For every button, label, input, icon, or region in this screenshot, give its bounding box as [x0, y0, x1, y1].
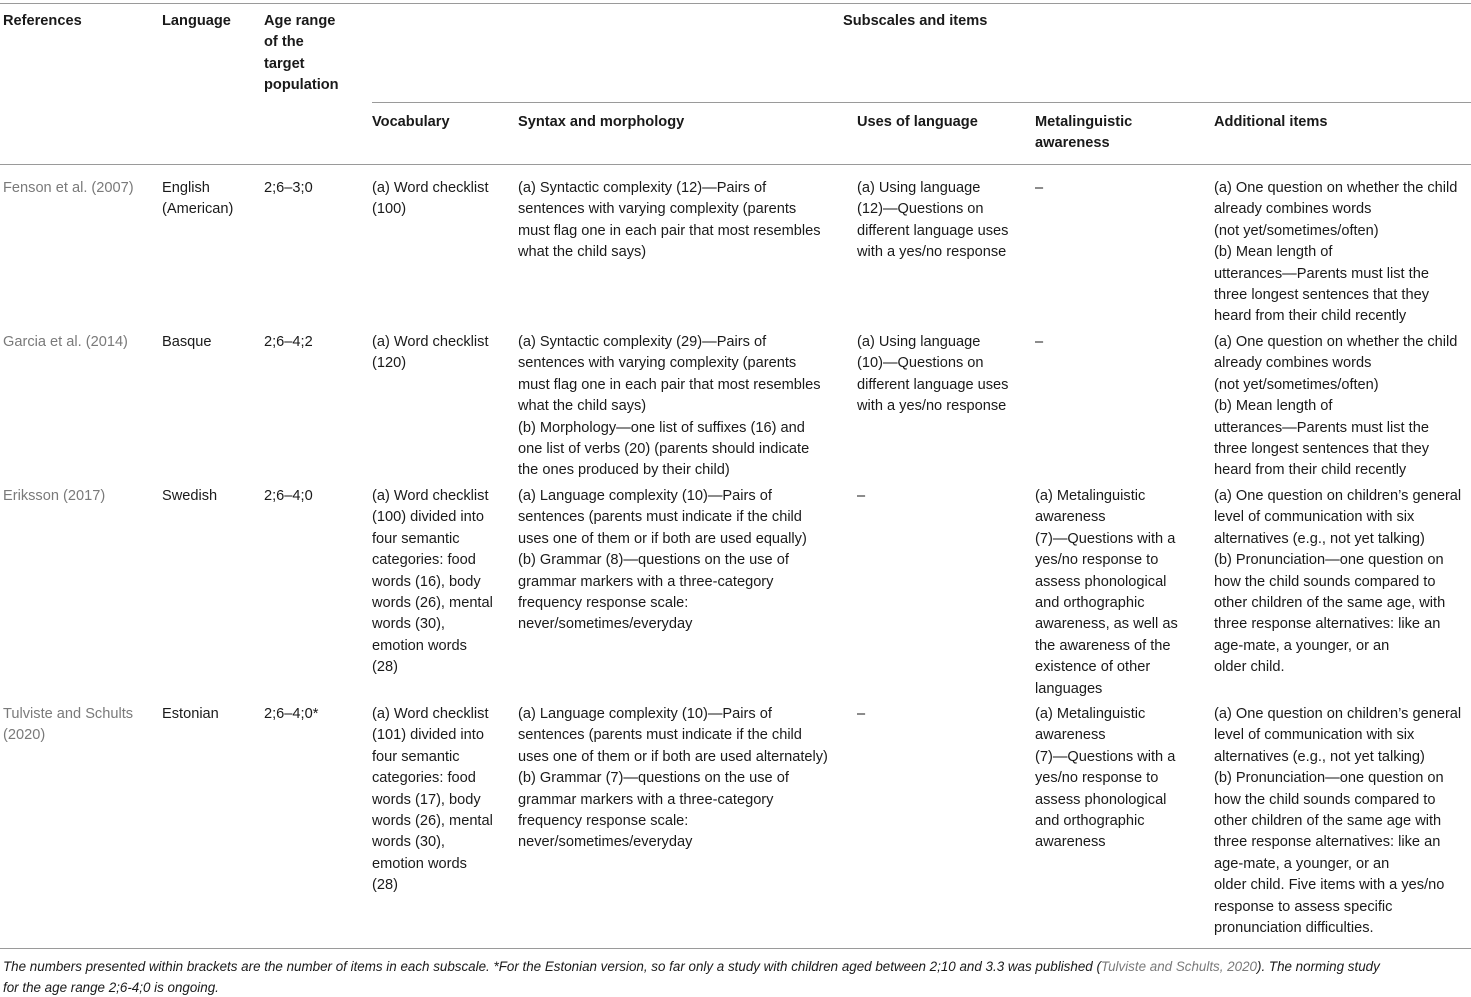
cell-line: – [1035, 334, 1044, 350]
header-references: References [3, 13, 82, 29]
cell-line: categories: food [372, 770, 476, 787]
cell-line: grammar markers with a three-category [518, 791, 774, 808]
cell-line: words (16), body [372, 573, 481, 590]
cell-line: words (17), body [372, 791, 481, 808]
vocabulary-cell [372, 332, 514, 375]
cell-line: alternatives (e.g., not yet talking) [1214, 530, 1425, 547]
cell-line[interactable]: Fenson et al. (2007) [3, 180, 134, 196]
cell-line: yes/no response to [1035, 770, 1159, 787]
header-age-line: target [264, 55, 305, 72]
cell-line: (a) Word checklist [372, 488, 489, 504]
metalinguistic-cell [1035, 486, 1210, 700]
cell-line: different language uses [857, 222, 1009, 239]
additional-items-cell [1214, 178, 1471, 328]
reference-cell[interactable] [3, 178, 158, 199]
header-uses: Uses of language [857, 114, 978, 130]
cell-line: – [857, 706, 866, 722]
cell-line: alternatives (e.g., not yet talking) [1214, 748, 1425, 765]
cell-line: sentences (parents must indicate if the child [518, 727, 802, 744]
cell-line[interactable]: (2020) [3, 727, 46, 744]
cell-line: (a) Metalinguistic [1035, 488, 1146, 504]
vocabulary-cell [372, 704, 514, 897]
cell-line: response to assess specific [1214, 898, 1393, 915]
cell-line: (100) divided into [372, 509, 484, 526]
additional-items-cell [1214, 486, 1471, 679]
header-language: Language [162, 13, 231, 29]
cell-line: – [857, 488, 866, 504]
header-vocabulary: Vocabulary [372, 114, 450, 130]
cell-line: awareness [1035, 509, 1106, 526]
cell-line: (b) Grammar (7)—questions on the use of [518, 770, 789, 787]
header-age-range [264, 11, 339, 97]
cell-line: utterances—Parents must list the [1214, 419, 1429, 436]
cell-line: (b) Pronunciation—one question on [1214, 770, 1444, 787]
cell-line: Estonian [162, 706, 219, 722]
cell-line: three longest sentences that they [1214, 441, 1429, 458]
age-range-cell [264, 486, 368, 507]
cell-line: Swedish [162, 488, 218, 504]
cell-line: one list of verbs (20) (parents should indicate [518, 441, 810, 458]
cell-line: frequency response scale: [518, 813, 689, 830]
cell-line: (28) [372, 877, 398, 894]
cell-line: what the child says) [518, 244, 647, 261]
cell-line: (b) Grammar (8)—questions on the use of [518, 552, 789, 569]
cell-line: and orthographic [1035, 595, 1145, 612]
cell-line: English [162, 180, 210, 196]
cell-line: three response alternatives: like an [1214, 834, 1441, 851]
header-subscales: Subscales and items [843, 13, 988, 29]
cell-line: four semantic [372, 748, 460, 765]
cell-line: already combines words [1214, 355, 1372, 372]
cell-line: (7)—Questions with a [1035, 748, 1176, 765]
cell-line: words (26), mental [372, 595, 493, 612]
cell-line: heard from their child recently [1214, 462, 1407, 479]
cell-line: (a) Language complexity (10)—Pairs of [518, 488, 772, 504]
metalinguistic-cell [1035, 332, 1210, 353]
cell-line: (a) Syntactic complexity (29)—Pairs of [518, 334, 767, 350]
cell-line: already combines words [1214, 201, 1372, 218]
cell-line: never/sometimes/everyday [518, 834, 693, 851]
cell-line: emotion words [372, 637, 467, 654]
syntax-morphology-cell [518, 486, 853, 636]
cell-line: (a) One question on whether the child [1214, 334, 1458, 350]
cell-line: sentences (parents must indicate if the child [518, 509, 802, 526]
cell-line: assess phonological [1035, 791, 1167, 808]
cell-line: and orthographic [1035, 813, 1145, 830]
cell-line: level of communication with six [1214, 509, 1415, 526]
cell-line: Basque [162, 334, 212, 350]
cell-line: how the child sounds compared to [1214, 791, 1436, 808]
cell-line: never/sometimes/everyday [518, 616, 693, 633]
cell-line: uses one of them or if both are used alternately) [518, 748, 828, 765]
cell-line: words (26), mental [372, 813, 493, 830]
cell-line: with a yes/no response [857, 244, 1007, 261]
cell-line: (a) One question on children’s general [1214, 706, 1462, 722]
cell-line: words (30), [372, 834, 445, 851]
cell-line: (a) Using language [857, 180, 981, 196]
footnote-text: ). The norming study [1256, 959, 1380, 974]
cell-line: different language uses [857, 376, 1009, 393]
age-range-cell [264, 332, 368, 353]
cell-line: awareness, as well as [1035, 616, 1178, 633]
cell-line: older child. [1214, 659, 1285, 676]
cell-line: three longest sentences that they [1214, 287, 1429, 304]
header-age-line: of the [264, 34, 304, 51]
language-cell [162, 486, 260, 507]
cell-line: with a yes/no response [857, 398, 1007, 415]
cell-line: categories: food [372, 552, 476, 569]
metalinguistic-cell [1035, 178, 1210, 199]
footnote-text: for the age range 2;6-4;0 is ongoing. [3, 980, 219, 995]
cell-line: age-mate, a younger, or an [1214, 855, 1390, 872]
header-additional: Additional items [1214, 114, 1328, 130]
cell-line: (a) Metalinguistic [1035, 706, 1146, 722]
header-metalinguistic [1035, 112, 1132, 155]
uses-of-language-cell [857, 332, 1031, 418]
cell-line[interactable]: Tulviste and Schults [3, 706, 134, 722]
cell-line: (not yet/sometimes/often) [1214, 222, 1379, 239]
reference-cell[interactable] [3, 332, 158, 353]
cell-line: (American) [162, 201, 234, 218]
cell-line: (a) Syntactic complexity (12)—Pairs of [518, 180, 767, 196]
cell-line: (12)—Questions on [857, 201, 984, 218]
table-top-rule [0, 3, 1471, 4]
language-cell [162, 178, 260, 221]
cell-line: grammar markers with a three-category [518, 573, 774, 590]
cell-line: existence of other [1035, 659, 1151, 676]
cell-line: must flag one in each pair that most resembles [518, 376, 821, 393]
cell-line: age-mate, a younger, or an [1214, 637, 1390, 654]
cell-line: frequency response scale: [518, 595, 689, 612]
cell-line: sentences with varying complexity (parents [518, 355, 797, 372]
cell-line: must flag one in each pair that most resembles [518, 222, 821, 239]
cell-line: what the child says) [518, 398, 647, 415]
cell-line: pronunciation difficulties. [1214, 920, 1374, 937]
cell-line: (a) One question on children’s general [1214, 488, 1462, 504]
language-cell [162, 704, 260, 725]
cell-line: (a) Language complexity (10)—Pairs of [518, 706, 772, 722]
cell-line: emotion words [372, 855, 467, 872]
cell-line: 2;6–4;0* [264, 706, 319, 722]
cell-line: (b) Morphology—one list of suffixes (16) and [518, 419, 805, 436]
cell-line: how the child sounds compared to [1214, 573, 1436, 590]
syntax-morphology-cell [518, 178, 853, 264]
header-age-line: population [264, 77, 339, 94]
cell-line: 2;6–4;2 [264, 334, 313, 350]
footnote-text: The numbers presented within brackets are the number of items in each subscale. *For the Estonian version, so far only a study with children aged between 2;10 and 3.3 was published ( [3, 959, 1101, 974]
cell-line: level of communication with six [1214, 727, 1415, 744]
cell-line: heard from their child recently [1214, 308, 1407, 325]
language-cell [162, 332, 260, 353]
cell-line: (b) Mean length of [1214, 244, 1333, 261]
syntax-morphology-cell [518, 332, 853, 482]
cell-line: (b) Mean length of [1214, 398, 1333, 415]
cell-line: awareness [1035, 727, 1106, 744]
uses-of-language-cell [857, 704, 1031, 725]
additional-items-cell [1214, 704, 1471, 939]
cell-line: assess phonological [1035, 573, 1167, 590]
cell-line: (a) Using language [857, 334, 981, 350]
table-bottom-rule [0, 948, 1471, 949]
cell-line: the awareness of the [1035, 637, 1171, 654]
header-syntax: Syntax and morphology [518, 114, 685, 130]
cell-line: three response alternatives: like an [1214, 616, 1441, 633]
header-meta-line: awareness [1035, 135, 1110, 152]
cell-line[interactable]: Garcia et al. (2014) [3, 334, 128, 350]
additional-items-cell [1214, 332, 1471, 482]
subscales-rule [372, 102, 1471, 103]
cell-line: four semantic [372, 530, 460, 547]
cell-line: (101) divided into [372, 727, 484, 744]
uses-of-language-cell [857, 178, 1031, 264]
cell-line: (28) [372, 659, 398, 676]
cell-line: (a) Word checklist [372, 180, 489, 196]
age-range-cell [264, 178, 368, 199]
cell-line: 2;6–3;0 [264, 180, 313, 196]
cell-line: older child. Five items with a yes/no [1214, 877, 1445, 894]
metalinguistic-cell [1035, 704, 1210, 854]
cell-line: (7)—Questions with a [1035, 530, 1176, 547]
cell-line: uses one of them or if both are used equally) [518, 530, 807, 547]
cell-line: utterances—Parents must list the [1214, 265, 1429, 282]
cell-line: (a) Word checklist [372, 334, 489, 350]
cell-line: words (30), [372, 616, 445, 633]
cell-line: other children of the same age, with [1214, 595, 1446, 612]
table-footnote [3, 956, 1468, 997]
uses-of-language-cell [857, 486, 1031, 507]
vocabulary-cell [372, 178, 514, 221]
cell-line: (10)—Questions on [857, 355, 984, 372]
cell-line: awareness [1035, 834, 1106, 851]
cell-line: (100) [372, 201, 407, 218]
cell-line: languages [1035, 680, 1103, 697]
cell-line: (not yet/sometimes/often) [1214, 376, 1379, 393]
cell-line: 2;6–4;0 [264, 488, 313, 504]
cell-line: (a) One question on whether the child [1214, 180, 1458, 196]
footnote-citation-link[interactable]: Tulviste and Schults, 2020 [1100, 959, 1257, 974]
header-age-line: Age range [264, 13, 336, 29]
cell-line: (b) Pronunciation—one question on [1214, 552, 1444, 569]
syntax-morphology-cell [518, 704, 853, 854]
reference-cell[interactable] [3, 704, 158, 747]
cell-line: yes/no response to [1035, 552, 1159, 569]
cell-line: (a) Word checklist [372, 706, 489, 722]
cell-line: the ones produced by their child) [518, 462, 730, 479]
reference-cell[interactable] [3, 486, 158, 507]
cell-line: other children of the same age with [1214, 813, 1442, 830]
age-range-cell [264, 704, 368, 725]
vocabulary-cell [372, 486, 514, 679]
header-meta-line: Metalinguistic [1035, 114, 1133, 130]
cell-line: (120) [372, 355, 407, 372]
cell-line: sentences with varying complexity (parents [518, 201, 797, 218]
cell-line[interactable]: Eriksson (2017) [3, 488, 106, 504]
cell-line: – [1035, 180, 1044, 196]
header-bottom-rule [0, 164, 1471, 165]
